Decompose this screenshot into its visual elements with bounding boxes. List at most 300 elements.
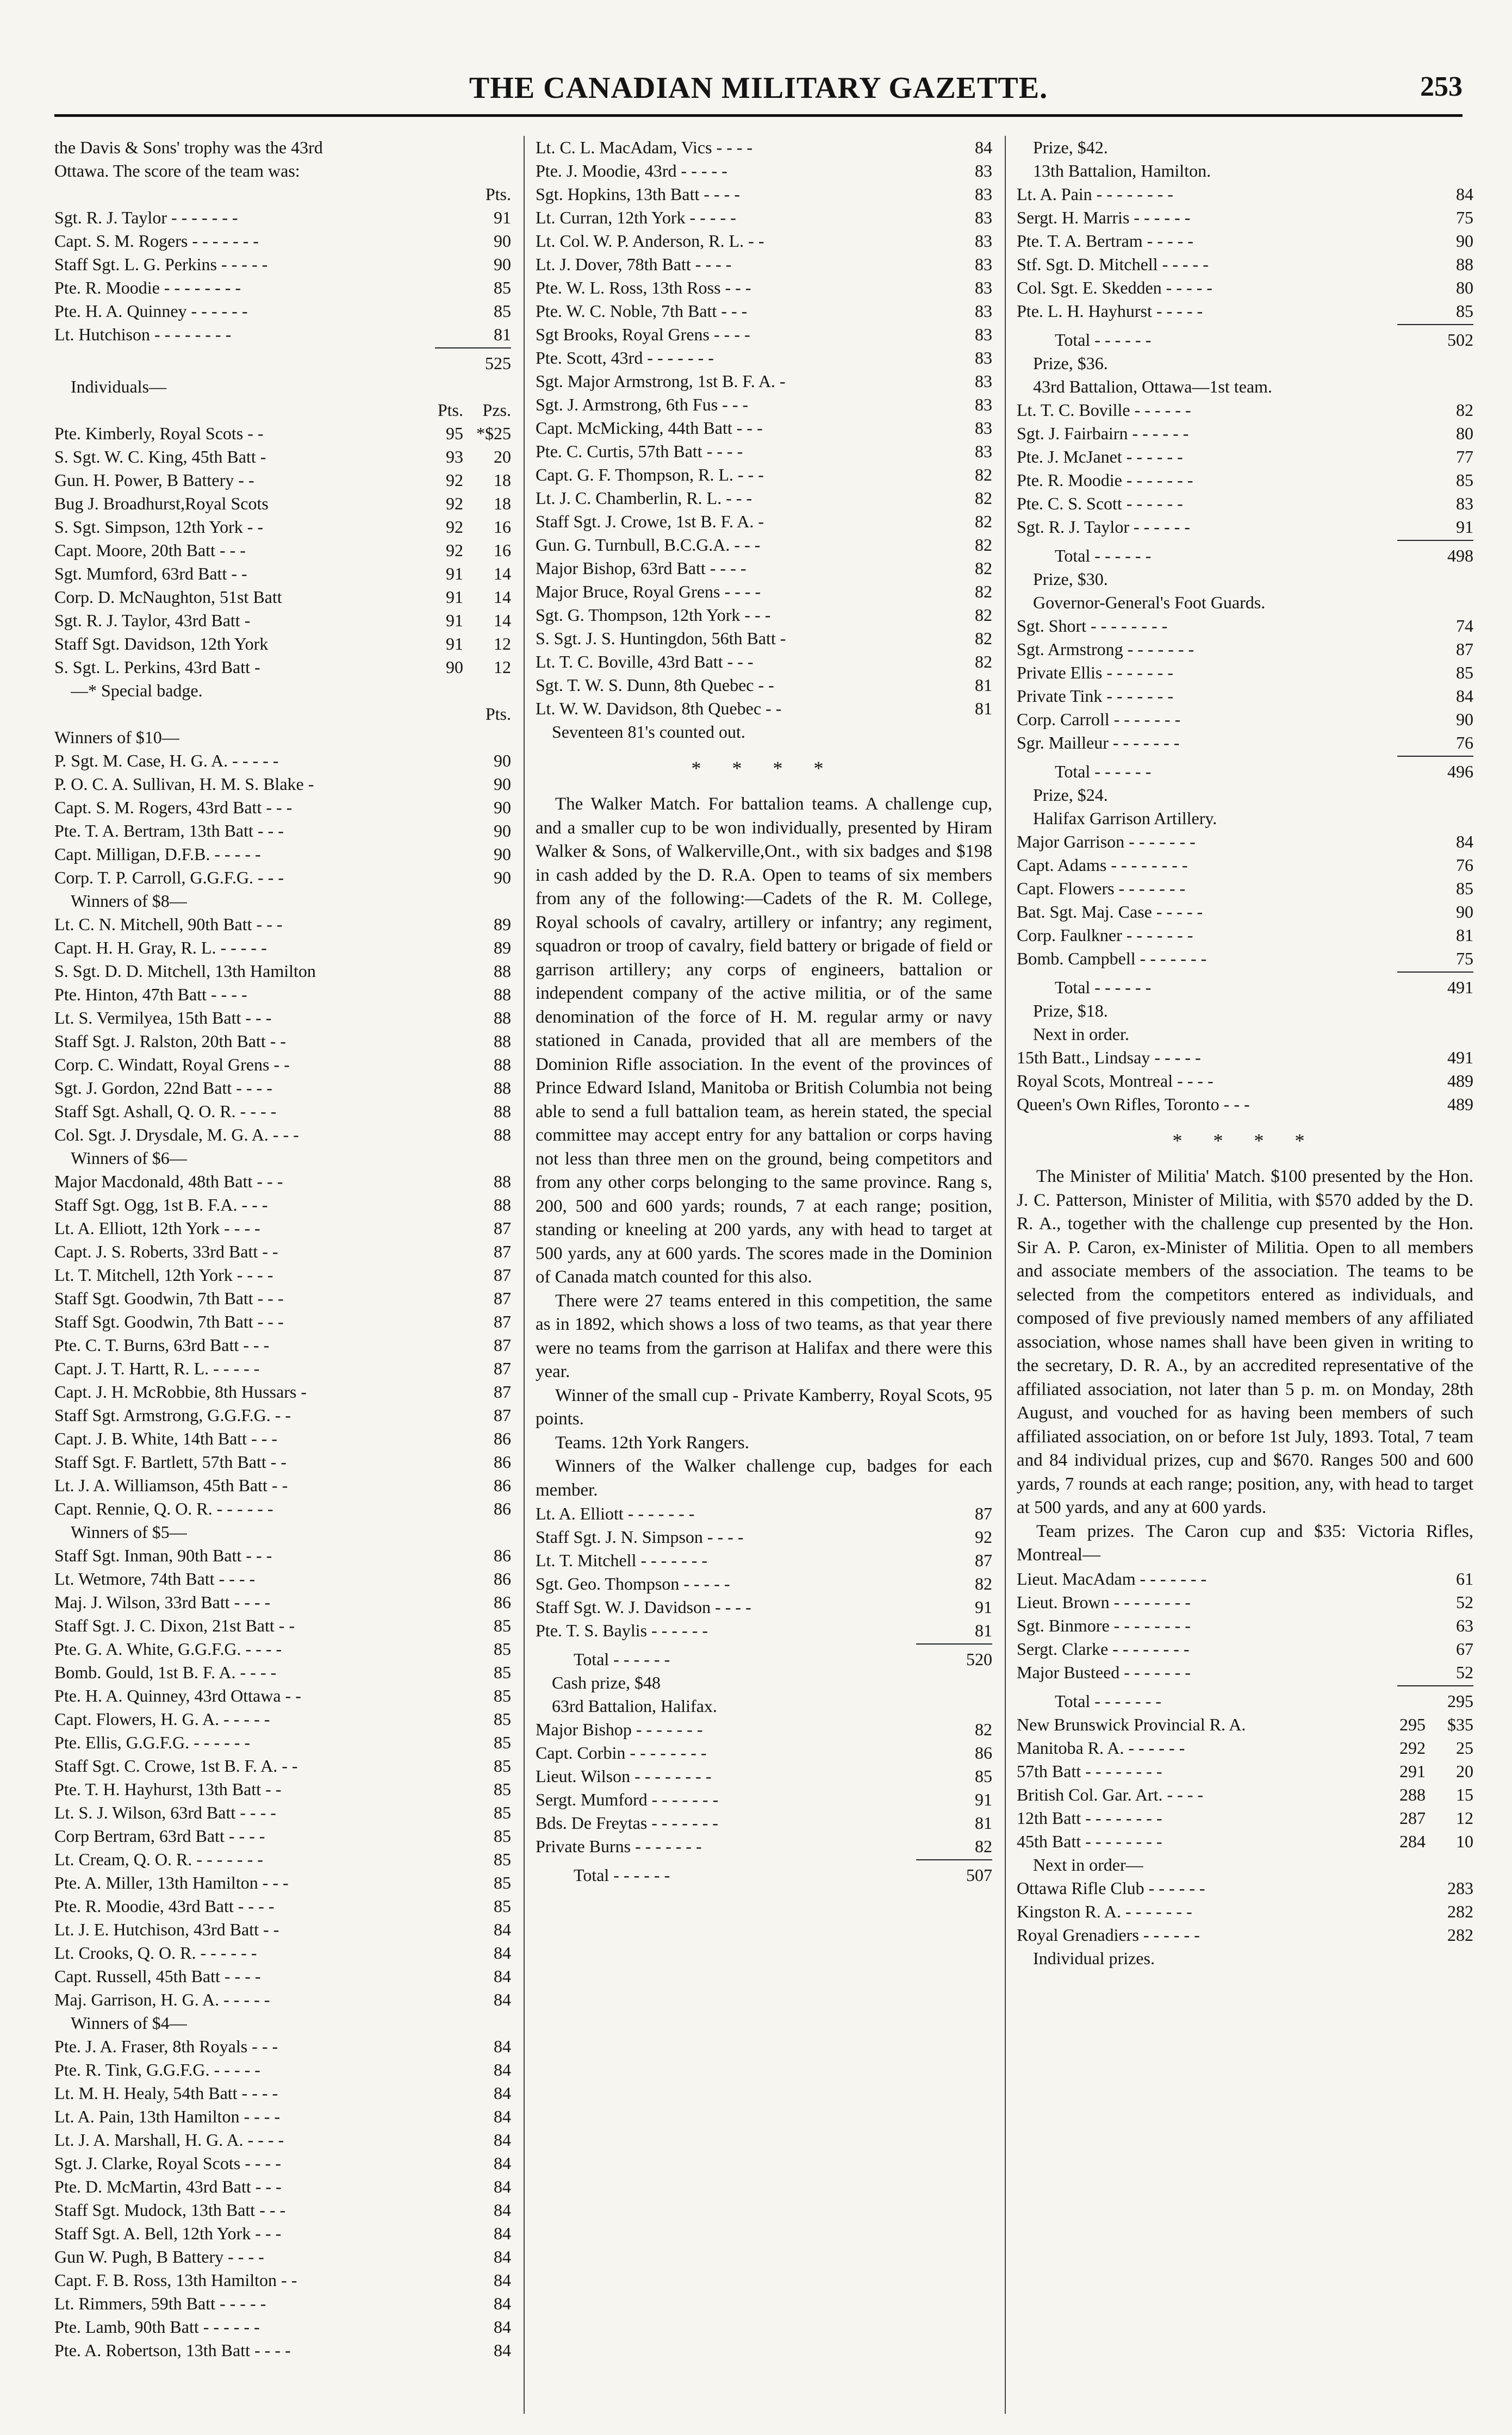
entry-score: 83 [975, 441, 992, 461]
entry-score: 86 [494, 1452, 511, 1472]
list-item [54, 1988, 511, 2011]
list-item [1017, 568, 1473, 591]
entry-label: Lt. A. Pain - - - - - - - - [1017, 184, 1173, 204]
entry-label: Capt. J. B. White, 14th Batt - - - [54, 1429, 278, 1448]
entry-score: 88 [1456, 254, 1473, 274]
entry-score: 63 [1456, 1615, 1473, 1635]
entry-label: Pte. D. McMartin, 43rd Batt - - - [54, 2177, 282, 2196]
list-item [54, 843, 511, 866]
list-item [54, 229, 511, 253]
entry-score: 92 [975, 1527, 992, 1547]
entry-label: Lieut. Wilson - - - - - - - - [536, 1766, 712, 1786]
entry-label: Bomb. Campbell - - - - - - - [1017, 949, 1207, 968]
entry-label: Lt. Crooks, Q. O. R. - - - - - - [54, 1943, 257, 1963]
entry-score: 84 [494, 2060, 511, 2079]
entry-label: Lt. T. C. Boville - - - - - - [1017, 400, 1191, 420]
entry-label: Sgt. Short - - - - - - - - [1017, 616, 1168, 636]
entry-prize: 20 [494, 447, 511, 466]
list-item [1017, 328, 1473, 352]
entry-score: 88 [494, 1101, 511, 1121]
entry-score: 85 [494, 1803, 511, 1822]
entry-label: Col. Sgt. J. Drysdale, M. G. A. - - - [54, 1125, 299, 1144]
list-item [54, 2292, 511, 2315]
entry-label: Lt. T. Mitchell, 12th York - - - - [54, 1265, 273, 1285]
entry-label: Manitoba R. A. - - - - - - [1017, 1737, 1185, 1758]
entry-label: Royal Scots, Montreal - - - - [1017, 1071, 1214, 1091]
list-item [54, 1076, 511, 1100]
list-item [536, 1671, 992, 1695]
entry-label: Lt. Col. W. P. Anderson, R. L. - - [536, 231, 764, 251]
entry-score: 83 [975, 418, 992, 438]
entry-label: Winners of $8— [71, 891, 187, 911]
entry-score: 85 [1456, 663, 1473, 682]
entry-label: Capt. S. M. Rogers, 43rd Batt - - - [54, 798, 293, 817]
entry-score: 83 [975, 395, 992, 414]
entry-label: Lt. S. Vermilyea, 15th Batt - - - [54, 1008, 272, 1027]
list-item [54, 1941, 511, 1965]
list-item [1017, 1877, 1473, 1900]
list-item [54, 1754, 511, 1778]
entry-score: 85 [494, 1873, 511, 1892]
entry-label: Lieut. MacAdam - - - - - - - [1017, 1568, 1207, 1589]
total-rule [1397, 324, 1473, 327]
entry-label: Staff Sgt. F. Bartlett, 57th Batt - - [54, 1452, 287, 1472]
list-item [54, 1661, 511, 1684]
entry-score: 87 [494, 1335, 511, 1355]
total-rule [1397, 756, 1473, 759]
entry-score: 81 [494, 325, 511, 344]
entry-score: 84 [494, 1943, 511, 1963]
entry-score: 87 [494, 1288, 511, 1308]
entry-label: Individual prizes. [1033, 1948, 1155, 1968]
list-item [536, 1765, 992, 1788]
list-item [536, 253, 992, 276]
paragraph: Winner of the small cup - Private Kamberry, Royal Scots, 95 points. [536, 1385, 992, 1429]
entry-score: 82 [1456, 400, 1473, 420]
entry-score: 87 [1456, 639, 1473, 659]
list-item [1017, 1853, 1473, 1877]
entry-score: 82 [975, 605, 992, 625]
entry-score: 85 [494, 1616, 511, 1635]
list-item [54, 2199, 511, 2222]
entry-label: Corp. T. P. Carroll, G.G.F.G. - - - [54, 868, 284, 887]
list-item [54, 206, 511, 229]
list-item [54, 1287, 511, 1310]
entry-score: 84 [975, 138, 992, 157]
list-item [1017, 1947, 1473, 1970]
entry-label: Capt. Moore, 20th Batt - - - [54, 540, 246, 560]
entry-score: 80 [1456, 278, 1473, 297]
list-item [54, 913, 511, 936]
entry-score: Pts. [485, 704, 511, 724]
list-item [1017, 1093, 1473, 1116]
entry-score: Pts. [485, 184, 511, 204]
entry-score: 83 [975, 161, 992, 180]
entry-label: Pte. R. Moodie - - - - - - - - [54, 278, 241, 297]
list-item [1017, 422, 1473, 445]
entry-label: Queen's Own Rifles, Toronto - - - [1017, 1094, 1250, 1114]
list-item [1017, 1736, 1473, 1760]
entry-score: 91 [494, 208, 511, 227]
entry-score: 91 [446, 611, 463, 630]
list-item [536, 674, 992, 697]
entry-label: Ottawa. The score of the team was: [54, 161, 300, 180]
list-item [54, 2315, 511, 2339]
entry-label: Staff Sgt. J. C. Dixon, 21st Batt - - [54, 1616, 295, 1635]
list-item [1017, 1661, 1473, 1684]
entry-label: Total - - - - - - [574, 1649, 670, 1669]
list-item [1017, 1783, 1473, 1807]
entry-score: 85 [975, 1766, 992, 1786]
entry-score: 76 [1456, 733, 1473, 752]
entry-score: 91 [446, 587, 463, 607]
entry-score: 91 [446, 564, 463, 583]
list-item [536, 1525, 992, 1549]
entry-score: 83 [975, 184, 992, 204]
list-item [536, 136, 992, 159]
entry-score: 87 [494, 1382, 511, 1402]
entry-label: Corp. Carroll - - - - - - - [1017, 709, 1181, 729]
entry-label: S. Sgt. D. D. Mitchell, 13th Hamilton [54, 961, 316, 981]
list-item [54, 1357, 511, 1380]
list-item [54, 632, 511, 656]
entry-score: 82 [975, 488, 992, 508]
list-item [54, 1871, 511, 1895]
entry-score: 283 [1447, 1878, 1473, 1898]
list-item [1017, 1567, 1473, 1591]
entry-score: 92 [446, 540, 463, 560]
list-item [1017, 1807, 1473, 1830]
entry-label: Capt. S. M. Rogers - - - - - - - [54, 231, 259, 251]
entry-score: 85 [494, 1826, 511, 1846]
entry-label: Staff Sgt. A. Bell, 12th York - - - [54, 2224, 282, 2243]
entry-prize: 14 [494, 564, 511, 583]
entry-label: Lt. A. Elliott - - - - - - - [536, 1504, 695, 1523]
entry-label: Staff Sgt. Inman, 90th Batt - - - [54, 1546, 272, 1565]
entry-score: 86 [494, 1546, 511, 1565]
list-item [536, 1549, 992, 1572]
entry-label: Lt. M. H. Healy, 54th Batt - - - - [54, 2083, 278, 2103]
entry-score: 292 [1399, 1737, 1426, 1758]
list-item [54, 159, 511, 183]
entry-label: Lt. C. L. MacAdam, Vics - - - - [536, 138, 753, 157]
total-rule [916, 1859, 992, 1863]
entry-label: Winners of $10— [54, 727, 179, 747]
entry-score: 89 [494, 938, 511, 957]
entry-label: Capt. J. T. Hartt, R. L. - - - - - [54, 1359, 260, 1378]
list-item [54, 1918, 511, 1941]
entry-label: Private Burns - - - - - - - [536, 1836, 702, 1856]
entry-score: 90 [494, 821, 511, 840]
list-item [54, 1544, 511, 1567]
entry-label: Prize, $24. [1033, 785, 1108, 805]
entry-score: 83 [975, 371, 992, 391]
list-item [536, 393, 992, 416]
list-item [1017, 708, 1473, 731]
entry-score: 85 [494, 278, 511, 297]
list-item [54, 796, 511, 819]
entry-score: 87 [494, 1242, 511, 1261]
entry-label: Pte. C. Curtis, 57th Batt - - - - [536, 441, 743, 461]
list-item [1017, 854, 1473, 877]
entry-label: 45th Batt - - - - - - - - [1017, 1831, 1162, 1851]
entry-prize: 10 [1456, 1831, 1473, 1851]
entry-score: 88 [494, 1008, 511, 1027]
list-item [54, 819, 511, 843]
list-item [1017, 1760, 1473, 1783]
list-item [54, 889, 511, 913]
entry-label: Corp. C. Windatt, Royal Grens - - [54, 1055, 290, 1074]
entry-label: Sgt. R. J. Taylor - - - - - - - [54, 208, 238, 227]
list-item [54, 609, 511, 632]
entry-score: 84 [1456, 686, 1473, 706]
entry-label: Capt. F. B. Ross, 13th Hamilton - - [54, 2270, 297, 2290]
entry-score: 84 [494, 2130, 511, 2150]
list-item [1017, 253, 1473, 276]
list-item [54, 1053, 511, 1076]
entry-score: 93 [446, 447, 463, 466]
list-item [54, 2128, 511, 2152]
entry-score: 82 [975, 558, 992, 578]
entry-score: 84 [494, 2247, 511, 2266]
entry-score: 86 [494, 1499, 511, 1518]
team-results [1017, 1567, 1473, 1970]
entry-label: Staff Sgt. W. J. Davidson - - - - [536, 1597, 751, 1617]
entry-score: 288 [1399, 1784, 1426, 1804]
team-results [1017, 136, 1473, 1116]
results-list [536, 136, 992, 744]
entry-label: Pte. T. A. Bertram, 13th Batt - - - [54, 821, 284, 840]
list-item [54, 2269, 511, 2292]
entry-label: Total - - - - - - [1055, 977, 1152, 997]
entry-label: Pte. A. Robertson, 13th Batt - - - - [54, 2340, 291, 2360]
entry-prize: 18 [494, 470, 511, 490]
entry-score: 82 [975, 652, 992, 671]
entry-score: 87 [494, 1265, 511, 1285]
entry-score: 90 [494, 254, 511, 274]
entry-label: Sergt. Mumford - - - - - - - [536, 1790, 719, 1809]
paragraph: Winners of the Walker challenge cup, badges for each member. [536, 1456, 992, 1500]
entry-score: 496 [1447, 762, 1473, 781]
entry-label: Major Garrison - - - - - - - [1017, 832, 1196, 851]
list-item [54, 1427, 511, 1450]
entry-score: 52 [1456, 1662, 1473, 1682]
list-item [1017, 445, 1473, 469]
entry-label: Sgt. Major Armstrong, 1st B. F. A. - [536, 371, 786, 391]
entry-label: Total - - - - - - [1055, 330, 1152, 350]
entry-score: 80 [1456, 424, 1473, 443]
list-item [536, 1741, 992, 1765]
list-item [536, 510, 992, 533]
list-item [54, 2175, 511, 2199]
entry-score: 85 [494, 1756, 511, 1776]
entry-score: 81 [975, 1813, 992, 1833]
list-item [536, 276, 992, 300]
entry-score: 52 [1456, 1592, 1473, 1612]
list-item [536, 627, 992, 650]
list-item [1017, 830, 1473, 854]
entry-label: Pte. H. A. Quinney, 43rd Ottawa - - [54, 1686, 301, 1705]
entry-label: British Col. Gar. Art. - - - - [1017, 1784, 1204, 1804]
entry-label: Staff Sgt. Mudock, 13th Batt - - - [54, 2200, 286, 2220]
list-item [54, 323, 511, 346]
entry-score: 82 [975, 1574, 992, 1593]
list-item [54, 2011, 511, 2035]
entry-label: Pte. T. A. Bertram - - - - - [1017, 231, 1193, 251]
entry-label: Gun W. Pugh, B Battery - - - - [54, 2247, 264, 2266]
list-item [536, 580, 992, 603]
entry-score: 85 [494, 1709, 511, 1729]
list-item [1017, 1614, 1473, 1637]
entry-label: Lt. W. W. Davidson, 8th Quebec - - [536, 699, 782, 718]
entry-label: Sgt. J. Clarke, Royal Scots - - - - [54, 2153, 281, 2173]
list-item [54, 1100, 511, 1123]
entry-label: Bug J. Broadhurst,Royal Scots [54, 494, 269, 513]
list-item [54, 1380, 511, 1404]
entry-score: 282 [1447, 1925, 1473, 1945]
page-number: 253 [1420, 71, 1463, 102]
total-rule [1397, 540, 1473, 543]
entry-label: New Brunswick Provincial R. A. [1017, 1714, 1246, 1734]
entry-label: Major Busteed - - - - - - - [1017, 1662, 1191, 1682]
list-item [54, 2082, 511, 2105]
entry-label: Pte. T. H. Hayhurst, 13th Batt - - [54, 1779, 282, 1799]
entry-score: 90 [494, 844, 511, 864]
entry-prize: 12 [1456, 1808, 1473, 1828]
list-item [1017, 684, 1473, 708]
entry-label: Maj. Garrison, H. G. A. - - - - - [54, 1990, 270, 2009]
list-item [54, 1567, 511, 1591]
entry-prize: 14 [494, 611, 511, 630]
article-text [1017, 1165, 1473, 1567]
entry-label: Staff Sgt. Davidson, 12th York [54, 634, 269, 653]
list-item [1017, 947, 1473, 970]
list-item [54, 983, 511, 1006]
list-item [1017, 1690, 1473, 1713]
entry-label: Staff Sgt. Armstrong, G.G.F.G. - - [54, 1405, 291, 1425]
masthead [54, 71, 1463, 117]
entry-label: S. Sgt. J. S. Huntingdon, 56th Batt - [536, 628, 786, 648]
entry-score: 87 [494, 1312, 511, 1331]
paragraph: Teams. 12th York Rangers. [555, 1433, 750, 1453]
entry-label: Pte. Hinton, 47th Batt - - - - [54, 985, 247, 1004]
entry-label: Lt. J. A. Marshall, H. G. A. - - - - [54, 2130, 284, 2150]
list-item [1017, 760, 1473, 783]
entry-label: Pte. R. Moodie - - - - - - - [1017, 470, 1193, 490]
entry-score: 82 [975, 628, 992, 648]
entry-label: Sgt. T. W. S. Dunn, 8th Quebec - - [536, 675, 774, 695]
entry-score: 85 [494, 1849, 511, 1869]
entry-label: Bomb. Gould, 1st B. F. A. - - - - [54, 1662, 277, 1682]
list-item [54, 1217, 511, 1240]
total-rule [1397, 1685, 1473, 1689]
entry-score: 86 [494, 1569, 511, 1589]
entry-score: 89 [494, 914, 511, 934]
entry-label: Capt. G. F. Thompson, R. L. - - - [536, 465, 764, 484]
list-item [536, 183, 992, 206]
entry-score: 491 [1447, 1048, 1473, 1067]
paragraph: The Walker Match. For battalion teams. A challenge cup, and a smaller cup to be won individually, presented by Hiram Walker & Sons, of Walkerville,Ont., with six badges and $198 in cash added by the D. R.A. Open to teams of six members from any of the following:—Cadets of the R. M. College, Royal schools of cavalry, artillery or infantry; any regiment, squadron or troop of cavalry, field battery or brigade of field or garrison artillery; any corps of engineers, battalion or independent company of the active militia, or of the same denomination of the force of H. M. regular army or navy stationed in Canada, provided that all are members of the Dominion Rifle association. In the event of the provinces of Prince Edward Island, Manitoba or British Columbia not being able to send a full battalion team, as herein stated, the special committee may accept entry for any battalion or corps having not less than three men on the ground, being competitors and from any other corps belonging to the same province. Rang s, 200, 500 and 600 yards; rounds, 7 at each range; position, standing or kneeling at 200 yards, any with head to target at 500 yards, any at 600 yards. The scores made in the Dominion of Canada match counted for this also. [536, 794, 992, 1287]
entry-score: 84 [494, 2270, 511, 2290]
entry-score: 85 [494, 1686, 511, 1705]
entry-score: 284 [1399, 1831, 1426, 1851]
list-item [54, 1193, 511, 1217]
entry-score: 77 [1456, 447, 1473, 466]
list-item [1017, 1713, 1473, 1736]
entry-label: Lt. T. Mitchell - - - - - - - [536, 1550, 708, 1570]
entry-label: Sgt. J. Fairbairn - - - - - - [1017, 424, 1189, 443]
column-1 [54, 136, 511, 2362]
entry-score: 502 [1447, 330, 1473, 350]
list-item [1017, 1637, 1473, 1661]
entry-score: 90 [494, 774, 511, 794]
entry-score: 82 [975, 1720, 992, 1739]
list-item [1017, 300, 1473, 323]
list-item [1017, 976, 1473, 999]
entry-score: 83 [975, 301, 992, 321]
entry-label: Lt. J. Dover, 78th Batt - - - - [536, 254, 732, 274]
entry-label: 15th Batt., Lindsay - - - - - [1017, 1048, 1201, 1067]
entry-score: 84 [494, 2200, 511, 2220]
entry-label: Cash prize, $48 [552, 1673, 661, 1692]
entry-label: Capt. Flowers, H. G. A. - - - - - [54, 1709, 270, 1729]
entry-label: 63rd Battalion, Halifax. [552, 1696, 717, 1716]
entry-label: 57th Batt - - - - - - - - [1017, 1761, 1162, 1781]
list-item [536, 1864, 992, 1887]
list-item [1017, 515, 1473, 539]
entry-label: Staff Sgt. C. Crowe, 1st B. F. A. - - [54, 1756, 298, 1776]
entry-score: 90 [1456, 231, 1473, 251]
entry-label: Corp Bertram, 63rd Batt - - - - [54, 1826, 265, 1846]
entry-score: 88 [494, 985, 511, 1004]
list-item [54, 422, 511, 445]
list-item [536, 440, 992, 463]
entry-score: 88 [494, 1078, 511, 1098]
list-item [536, 650, 992, 674]
section-divider: * * * * [1172, 1130, 1318, 1151]
entry-score: 83 [975, 325, 992, 344]
entry-score: 87 [494, 1405, 511, 1425]
entry-label: Total - - - - - - [1055, 546, 1152, 565]
entry-score: 90 [1456, 902, 1473, 921]
list-item [1017, 661, 1473, 684]
entry-score: 85 [494, 301, 511, 321]
entry-prize: 14 [494, 587, 511, 607]
entry-label: Lt. S. J. Wilson, 63rd Batt - - - - [54, 1803, 276, 1822]
list-item [536, 603, 992, 627]
list-item [1017, 206, 1473, 229]
list-item [54, 1895, 511, 1918]
entry-label: Pte. H. A. Quinney - - - - - - [54, 301, 248, 321]
list-item [1017, 159, 1473, 183]
entry-label: Staff Sgt. Ogg, 1st B. F.A. - - - [54, 1195, 268, 1215]
entry-score: 84 [494, 2177, 511, 2196]
entry-prize: 25 [1456, 1737, 1473, 1758]
entry-score: 92 [446, 494, 463, 513]
list-item [54, 352, 511, 375]
entry-score: 90 [494, 798, 511, 817]
entry-score: 287 [1399, 1808, 1426, 1828]
entry-score: 489 [1447, 1071, 1473, 1091]
entry-label: Capt. J. H. McRobbie, 8th Hussars - [54, 1382, 307, 1402]
list-item [1017, 398, 1473, 422]
entry-score: 91 [446, 634, 463, 653]
entry-label: Major Bishop, 63rd Batt - - - - [536, 558, 746, 578]
entry-label: 12th Batt - - - - - - - - [1017, 1808, 1162, 1828]
entry-score: 85 [494, 1639, 511, 1659]
list-item [536, 1718, 992, 1741]
entry-score: 85 [494, 1896, 511, 1916]
